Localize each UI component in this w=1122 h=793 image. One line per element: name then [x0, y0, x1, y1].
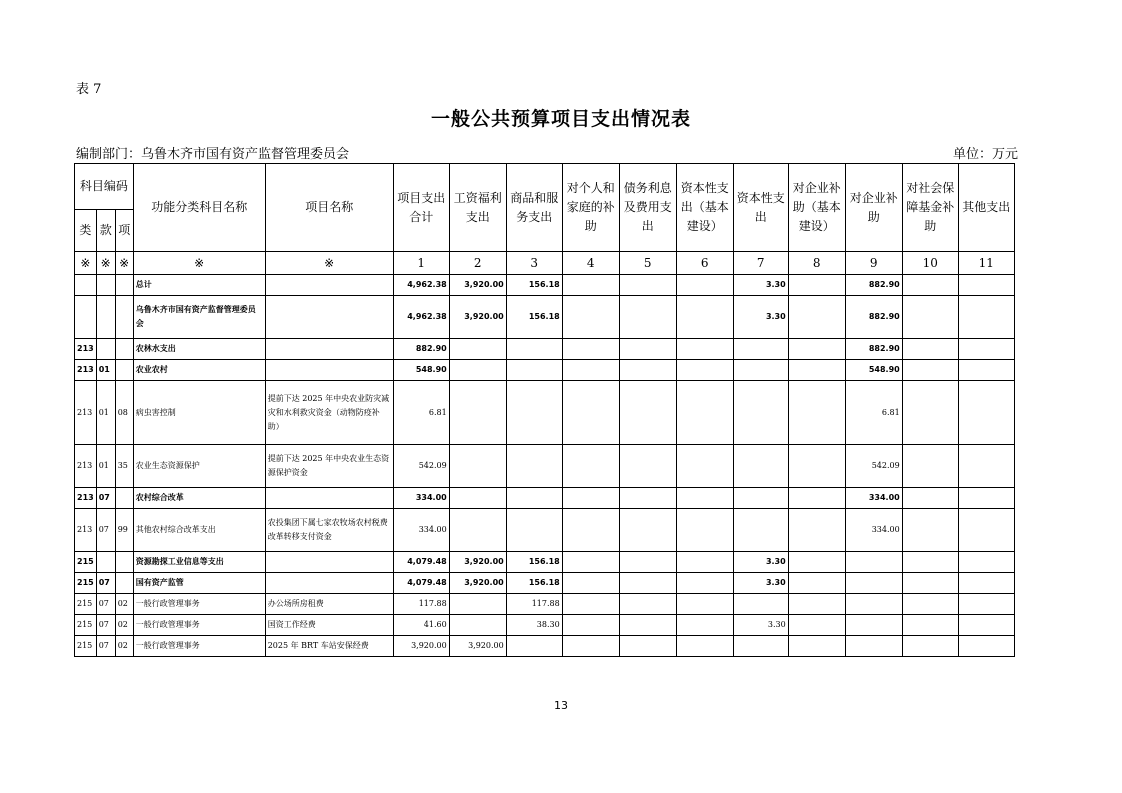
- cell-col-10: [902, 445, 958, 488]
- header-col-2: 工资福利支出: [449, 164, 506, 252]
- cell-col-5: [619, 339, 676, 360]
- cell-lei: 215: [75, 615, 97, 636]
- cell-xiang: 02: [115, 594, 133, 615]
- header-col-8: 对企业补助（基本建设）: [788, 164, 845, 252]
- cell-col-8: [788, 594, 845, 615]
- cell-col-6: [676, 275, 733, 296]
- table-row: [75, 488, 1015, 509]
- cell-col-1: 3,920.00: [393, 636, 449, 657]
- cell-col-10: [902, 615, 958, 636]
- cell-col-1: 117.88: [393, 594, 449, 615]
- index-cell: 1: [393, 252, 449, 275]
- cell-col-11: [958, 594, 1014, 615]
- cell-col-4: [562, 615, 619, 636]
- cell-col-2: [449, 509, 506, 552]
- cell-proj-name: [265, 488, 393, 509]
- cell-col-11: [958, 275, 1014, 296]
- cell-col-9: 334.00: [845, 509, 902, 552]
- cell-col-4: [562, 488, 619, 509]
- cell-col-4: [562, 573, 619, 594]
- cell-col-10: [902, 275, 958, 296]
- cell-col-9: [845, 594, 902, 615]
- cell-col-10: [902, 509, 958, 552]
- cell-col-6: [676, 509, 733, 552]
- cell-func-name: 资源勘探工业信息等支出: [133, 552, 265, 573]
- cell-col-7: [733, 488, 788, 509]
- page-number: 13: [554, 699, 568, 712]
- header-col-6: 资本性支出（基本建设）: [676, 164, 733, 252]
- cell-col-10: [902, 296, 958, 339]
- cell-proj-name: 办公场所房租费: [265, 594, 393, 615]
- cell-proj-name: 2025 年 BRT 车站安保经费: [265, 636, 393, 657]
- cell-col-1: 542.09: [393, 445, 449, 488]
- table-row: [75, 360, 1015, 381]
- cell-xiang: [115, 552, 133, 573]
- cell-proj-name: 提前下达 2025 年中央农业生态资源保护资金: [265, 445, 393, 488]
- cell-col-6: [676, 360, 733, 381]
- cell-func-name: 一般行政管理事务: [133, 615, 265, 636]
- table-row: [75, 615, 1015, 636]
- cell-col-8: [788, 636, 845, 657]
- cell-col-11: [958, 296, 1014, 339]
- cell-lei: 215: [75, 573, 97, 594]
- cell-col-8: [788, 445, 845, 488]
- cell-xiang: [115, 360, 133, 381]
- cell-col-11: [958, 381, 1014, 445]
- cell-col-6: [676, 381, 733, 445]
- cell-col-6: [676, 339, 733, 360]
- cell-proj-name: [265, 275, 393, 296]
- cell-col-3: 38.30: [506, 615, 562, 636]
- cell-kuan: 07: [96, 636, 115, 657]
- cell-col-11: [958, 552, 1014, 573]
- cell-col-3: [506, 360, 562, 381]
- cell-col-9: 334.00: [845, 488, 902, 509]
- cell-col-3: 156.18: [506, 573, 562, 594]
- cell-func-name: 乌鲁木齐市国有资产监督管理委员会: [133, 296, 265, 339]
- cell-col-4: [562, 509, 619, 552]
- cell-col-2: 3,920.00: [449, 573, 506, 594]
- table-row: [75, 445, 1015, 488]
- header-col-1: 项目支出合计: [393, 164, 449, 252]
- cell-func-name: 病虫害控制: [133, 381, 265, 445]
- cell-lei: 215: [75, 636, 97, 657]
- cell-col-2: [449, 339, 506, 360]
- cell-col-10: [902, 573, 958, 594]
- cell-col-8: [788, 488, 845, 509]
- cell-col-5: [619, 509, 676, 552]
- cell-func-name: 一般行政管理事务: [133, 636, 265, 657]
- cell-col-10: [902, 552, 958, 573]
- cell-col-5: [619, 636, 676, 657]
- cell-col-2: [449, 445, 506, 488]
- cell-col-9: [845, 573, 902, 594]
- cell-col-5: [619, 445, 676, 488]
- index-cell: 5: [619, 252, 676, 275]
- cell-col-9: 882.90: [845, 275, 902, 296]
- cell-kuan: 07: [96, 573, 115, 594]
- cell-col-11: [958, 573, 1014, 594]
- cell-col-6: [676, 573, 733, 594]
- cell-col-6: [676, 615, 733, 636]
- header-proj-name: 项目名称: [265, 164, 393, 252]
- cell-kuan: 01: [96, 360, 115, 381]
- cell-func-name: 其他农村综合改革支出: [133, 509, 265, 552]
- cell-col-1: 4,962.38: [393, 296, 449, 339]
- cell-lei: 213: [75, 360, 97, 381]
- index-cell: 4: [562, 252, 619, 275]
- header-col-11: 其他支出: [958, 164, 1014, 252]
- header-xiang: 项: [115, 210, 133, 252]
- cell-col-5: [619, 275, 676, 296]
- cell-col-5: [619, 360, 676, 381]
- index-cell: 7: [733, 252, 788, 275]
- cell-xiang: [115, 573, 133, 594]
- cell-col-10: [902, 594, 958, 615]
- index-cell: ※: [115, 252, 133, 275]
- header-kuan: 款: [96, 210, 115, 252]
- cell-col-1: 334.00: [393, 488, 449, 509]
- table-row: [75, 296, 1015, 339]
- cell-col-7: 3.30: [733, 615, 788, 636]
- cell-col-7: 3.30: [733, 573, 788, 594]
- cell-col-7: [733, 445, 788, 488]
- cell-col-4: [562, 594, 619, 615]
- cell-col-8: [788, 573, 845, 594]
- cell-proj-name: 国资工作经费: [265, 615, 393, 636]
- cell-col-2: 3,920.00: [449, 636, 506, 657]
- cell-col-5: [619, 615, 676, 636]
- cell-col-5: [619, 296, 676, 339]
- cell-col-3: [506, 488, 562, 509]
- cell-col-8: [788, 552, 845, 573]
- cell-lei: 213: [75, 488, 97, 509]
- unit-label: 单位：万元: [952, 147, 1018, 162]
- cell-col-2: 3,920.00: [449, 296, 506, 339]
- cell-col-2: [449, 381, 506, 445]
- cell-col-1: 548.90: [393, 360, 449, 381]
- cell-col-2: 3,920.00: [449, 275, 506, 296]
- cell-col-1: 6.81: [393, 381, 449, 445]
- cell-col-2: [449, 615, 506, 636]
- cell-col-4: [562, 381, 619, 445]
- cell-col-5: [619, 552, 676, 573]
- cell-col-10: [902, 339, 958, 360]
- cell-col-7: [733, 339, 788, 360]
- cell-col-4: [562, 360, 619, 381]
- cell-col-9: 548.90: [845, 360, 902, 381]
- cell-func-name: 农业农村: [133, 360, 265, 381]
- header-subject-code: 科目编码: [75, 164, 134, 210]
- cell-col-2: 3,920.00: [449, 552, 506, 573]
- cell-col-9: 882.90: [845, 296, 902, 339]
- cell-col-11: [958, 509, 1014, 552]
- cell-col-10: [902, 636, 958, 657]
- cell-lei: 213: [75, 445, 97, 488]
- cell-col-6: [676, 445, 733, 488]
- cell-xiang: 99: [115, 509, 133, 552]
- table-row: [75, 594, 1015, 615]
- cell-func-name: 总计: [133, 275, 265, 296]
- cell-kuan: [96, 275, 115, 296]
- cell-col-11: [958, 488, 1014, 509]
- cell-kuan: 01: [96, 445, 115, 488]
- table-row: [75, 509, 1015, 552]
- cell-col-3: 156.18: [506, 275, 562, 296]
- cell-col-1: 4,079.48: [393, 573, 449, 594]
- index-cell: ※: [265, 252, 393, 275]
- cell-lei: [75, 275, 97, 296]
- cell-col-8: [788, 296, 845, 339]
- cell-col-6: [676, 552, 733, 573]
- table-row: [75, 339, 1015, 360]
- cell-col-4: [562, 275, 619, 296]
- cell-col-6: [676, 296, 733, 339]
- cell-col-3: [506, 339, 562, 360]
- cell-col-4: [562, 445, 619, 488]
- cell-col-1: 334.00: [393, 509, 449, 552]
- cell-col-7: [733, 636, 788, 657]
- cell-kuan: 07: [96, 594, 115, 615]
- cell-col-3: [506, 636, 562, 657]
- cell-col-1: 4,962.38: [393, 275, 449, 296]
- cell-col-4: [562, 636, 619, 657]
- cell-func-name: 一般行政管理事务: [133, 594, 265, 615]
- cell-col-3: 156.18: [506, 296, 562, 339]
- cell-col-4: [562, 552, 619, 573]
- cell-col-11: [958, 636, 1014, 657]
- cell-col-3: [506, 445, 562, 488]
- cell-lei: [75, 296, 97, 339]
- index-cell: 9: [845, 252, 902, 275]
- table-row: [75, 381, 1015, 445]
- table-number: 表 7: [76, 82, 102, 97]
- cell-col-5: [619, 573, 676, 594]
- cell-col-7: 3.30: [733, 275, 788, 296]
- cell-xiang: 08: [115, 381, 133, 445]
- cell-col-9: [845, 636, 902, 657]
- cell-kuan: 01: [96, 381, 115, 445]
- cell-col-8: [788, 339, 845, 360]
- cell-lei: 213: [75, 339, 97, 360]
- page-title: 一般公共预算项目支出情况表: [430, 108, 691, 130]
- cell-col-11: [958, 339, 1014, 360]
- cell-col-2: [449, 488, 506, 509]
- cell-col-1: 4,079.48: [393, 552, 449, 573]
- cell-xiang: 02: [115, 636, 133, 657]
- cell-col-8: [788, 615, 845, 636]
- cell-func-name: 国有资产监管: [133, 573, 265, 594]
- cell-col-7: [733, 509, 788, 552]
- cell-col-7: [733, 594, 788, 615]
- cell-proj-name: [265, 552, 393, 573]
- cell-col-1: 41.60: [393, 615, 449, 636]
- cell-col-6: [676, 636, 733, 657]
- cell-col-9: [845, 552, 902, 573]
- cell-col-8: [788, 275, 845, 296]
- index-cell: ※: [96, 252, 115, 275]
- cell-xiang: [115, 339, 133, 360]
- cell-lei: 213: [75, 381, 97, 445]
- cell-col-5: [619, 488, 676, 509]
- cell-proj-name: 提前下达 2025 年中央农业防灾减灾和水利救灾资金（动物防疫补助）: [265, 381, 393, 445]
- cell-col-9: 6.81: [845, 381, 902, 445]
- cell-col-11: [958, 615, 1014, 636]
- cell-proj-name: [265, 360, 393, 381]
- cell-kuan: 07: [96, 509, 115, 552]
- index-cell: 3: [506, 252, 562, 275]
- cell-col-7: 3.30: [733, 296, 788, 339]
- header-lei: 类: [75, 210, 97, 252]
- cell-col-2: [449, 594, 506, 615]
- cell-col-9: [845, 615, 902, 636]
- cell-col-2: [449, 360, 506, 381]
- index-cell: ※: [75, 252, 97, 275]
- table-row: [75, 275, 1015, 296]
- cell-func-name: 农业生态资源保护: [133, 445, 265, 488]
- cell-col-7: [733, 381, 788, 445]
- cell-col-3: [506, 381, 562, 445]
- table-row: [75, 552, 1015, 573]
- cell-proj-name: [265, 339, 393, 360]
- cell-col-6: [676, 488, 733, 509]
- cell-kuan: [96, 339, 115, 360]
- cell-proj-name: 农投集团下属七家农牧场农村税费改革转移支付资金: [265, 509, 393, 552]
- cell-kuan: 07: [96, 488, 115, 509]
- cell-col-5: [619, 381, 676, 445]
- cell-col-6: [676, 594, 733, 615]
- cell-func-name: 农林水支出: [133, 339, 265, 360]
- cell-col-10: [902, 488, 958, 509]
- cell-xiang: [115, 275, 133, 296]
- cell-col-3: 156.18: [506, 552, 562, 573]
- cell-col-4: [562, 339, 619, 360]
- index-cell: 8: [788, 252, 845, 275]
- cell-col-5: [619, 594, 676, 615]
- expenditure-table: [74, 163, 1015, 657]
- cell-col-1: 882.90: [393, 339, 449, 360]
- header-col-7: 资本性支出: [733, 164, 788, 252]
- header-col-10: 对社会保障基金补助: [902, 164, 958, 252]
- cell-col-8: [788, 509, 845, 552]
- cell-col-11: [958, 360, 1014, 381]
- header-col-4: 对个人和家庭的补助: [562, 164, 619, 252]
- header-col-5: 债务利息及费用支出: [619, 164, 676, 252]
- cell-col-3: [506, 509, 562, 552]
- cell-col-9: 542.09: [845, 445, 902, 488]
- cell-col-8: [788, 381, 845, 445]
- department-label: 编制部门：乌鲁木齐市国有资产监督管理委员会: [76, 147, 350, 162]
- cell-lei: 215: [75, 552, 97, 573]
- index-cell: 10: [902, 252, 958, 275]
- cell-kuan: [96, 552, 115, 573]
- header-col-3: 商品和服务支出: [506, 164, 562, 252]
- cell-col-8: [788, 360, 845, 381]
- cell-xiang: [115, 488, 133, 509]
- cell-xiang: [115, 296, 133, 339]
- cell-col-9: 882.90: [845, 339, 902, 360]
- cell-lei: 213: [75, 509, 97, 552]
- cell-col-3: 117.88: [506, 594, 562, 615]
- cell-kuan: [96, 296, 115, 339]
- index-cell: 11: [958, 252, 1014, 275]
- cell-col-4: [562, 296, 619, 339]
- header-func-name: 功能分类科目名称: [133, 164, 265, 252]
- table-row: [75, 573, 1015, 594]
- table-row: [75, 636, 1015, 657]
- cell-lei: 215: [75, 594, 97, 615]
- cell-proj-name: [265, 573, 393, 594]
- cell-col-11: [958, 445, 1014, 488]
- cell-col-10: [902, 360, 958, 381]
- cell-col-7: 3.30: [733, 552, 788, 573]
- cell-xiang: 35: [115, 445, 133, 488]
- index-cell: 6: [676, 252, 733, 275]
- header-col-9: 对企业补助: [845, 164, 902, 252]
- cell-col-7: [733, 360, 788, 381]
- cell-col-10: [902, 381, 958, 445]
- cell-kuan: 07: [96, 615, 115, 636]
- index-cell: ※: [133, 252, 265, 275]
- cell-func-name: 农村综合改革: [133, 488, 265, 509]
- index-cell: 2: [449, 252, 506, 275]
- cell-xiang: 02: [115, 615, 133, 636]
- cell-proj-name: [265, 296, 393, 339]
